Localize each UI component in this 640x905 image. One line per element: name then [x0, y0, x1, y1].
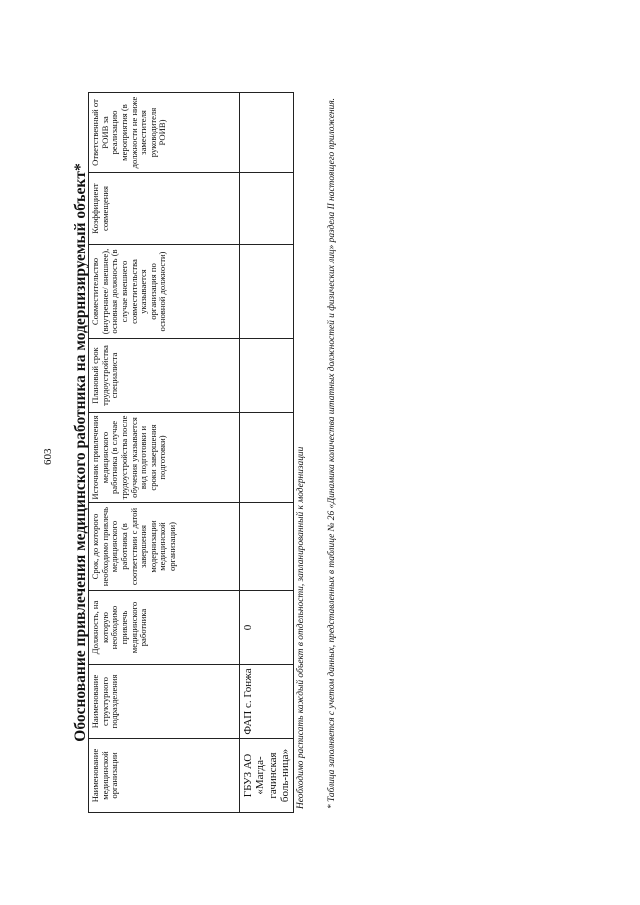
table-cell — [240, 413, 294, 503]
header-cell: Совместительство (внутреннее/ внешнее), основная должность (в случае внешнего совместительства указывается организация по основной должности) — [89, 245, 240, 339]
header-cell: Источник привлечения медицинского работника (в случае трудоустройства после обучения указывается вид подготовки и сроки завершения подготовки) — [89, 413, 240, 503]
page-number: 603 — [42, 448, 54, 465]
table-row — [240, 93, 294, 813]
header-cell: Ответственный от РОИВ за реализацию мероприятия (в должности не ниже заместителя руководителя РОИВ) — [89, 93, 240, 173]
note-objects: Необходимо расписать каждый объект в отдельности, запланированный к модернизации — [296, 446, 306, 809]
table-cell: 0 — [240, 591, 294, 665]
table-cell — [240, 503, 294, 591]
table-cell — [240, 93, 294, 173]
table-cell — [240, 245, 294, 339]
header-cell: Должность, на которую необходимо привлечь медицинского работника — [89, 591, 240, 665]
header-cell: Срок, до которого необходимо привлечь медицинского работника (в соответствии с датой завершения модернизации медицинской организации) — [89, 503, 240, 591]
header-cell: Коэффициент совмещения — [89, 173, 240, 245]
page-title: Обоснование привлечения медицинского работника на модернизируемый объект* — [72, 163, 89, 742]
header-cell: Наименование структурного подразделения — [89, 665, 240, 739]
header-cell: Наименование медицинской организации — [89, 739, 240, 813]
header-cell: Плановый срок трудоустройства специалиста — [89, 339, 240, 413]
justification-table — [88, 92, 294, 813]
note-footnote: * Таблица заполняется с учетом данных, представленных в таблице № 26 «Динамика количества штатных должностей и физических лиц» раздела II настоящего приложения. — [327, 97, 337, 809]
header-row — [89, 93, 240, 813]
table-cell — [240, 339, 294, 413]
table-cell — [240, 173, 294, 245]
table-cell: ФАП с. Гонжа — [240, 665, 294, 739]
table-cell: ГБУЗ АО «Магда-гачинская боль-ница» — [240, 739, 294, 813]
